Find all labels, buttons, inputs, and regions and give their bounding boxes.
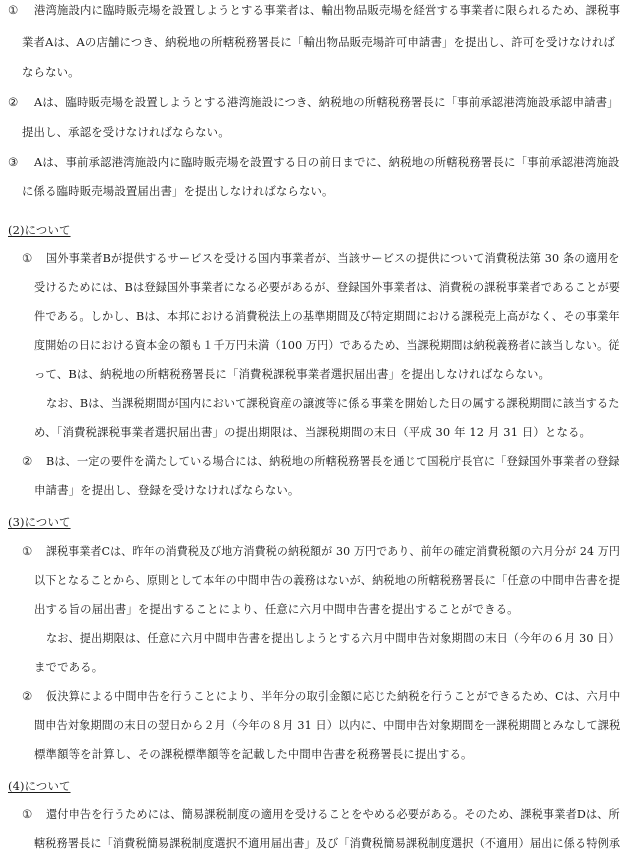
item-number: ① (22, 544, 33, 558)
text-line: 間申告対象期間の末日の翌日から２月（今年の８月 31 日）以内に、中間申告対象期間を一課税期間とみなして課税 (34, 718, 621, 732)
text-line: って、Bは、納税地の所轄税務署長に「消費税課税事業者選択届出書」を提出しなければならない。 (34, 367, 551, 381)
text-line: 以下となることから、原則として本年の中間申告の義務はないが、納税地の所轄税務署長に「任意の中間申告書を提 (34, 573, 621, 587)
text-line: 受けるためには、Bは登録国外事業者になる必要があるが、登録国外事業者は、消費税の課税事業者であることが要 (34, 280, 621, 294)
text-line: ならない。 (22, 65, 80, 79)
item-number: ③ (8, 155, 19, 169)
text-line: に係る臨時販売場設置届出書」を提出しなければならない。 (22, 184, 334, 198)
text-line: 課税事業者Cは、昨年の消費税及び地方消費税の納税額が 30 万円であり、前年の確定消費税額の六月分が 24 万円 (46, 544, 620, 558)
item-number: ① (8, 3, 19, 17)
text-line: 国外事業者Bが提供するサービスを受ける国内事業者が、当該サービスの提供について消費税法第 30 条の適用を (46, 251, 620, 265)
section-heading: (3)について (8, 515, 71, 529)
text-line: 出する旨の届出書」を提出することにより、任意に六月中間申告書を提出することができる。 (34, 602, 519, 616)
text-line: Bは、一定の要件を満たしている場合には、納税地の所轄税務署長を通じて国税庁長官に「登録国外事業者の登録 (46, 454, 620, 468)
text-line: 業者Aは、Aの店舗につき、納税地の所轄税務署長に「輸出物品販売場許可申請書」を提出し、許可を受けなければ (22, 35, 616, 49)
text-line: なお、提出期限は、任意に六月中間申告書を提出しようとする六月中間申告対象期間の末日（今年の６月 30 日） (46, 631, 620, 645)
text-line: め、「消費税課税事業者選択届出書」の提出期限は、当課税期間の末日（平成 30 年 12 月 31 日）となる。 (34, 425, 592, 439)
text-line: Aは、事前承認港湾施設内に臨時販売場を設置する日の前日までに、納税地の所轄税務署長に「事前承認港湾施設 (34, 155, 620, 169)
text-line: 標準額等を計算し、その課税標準額等を記載した中間申告書を税務署長に提出する。 (34, 747, 473, 761)
text-line: 申請書」を提出し、登録を受けなければならない。 (34, 483, 300, 497)
text-line: 提出し、承認を受けなければならない。 (22, 125, 230, 139)
text-line: までである。 (34, 660, 104, 674)
item-number: ① (22, 807, 33, 821)
text-line: Aは、臨時販売場を設置しようとする港湾施設につき、納税地の所轄税務署長に「事前承認港湾施設承認申請書」 (34, 95, 619, 109)
item-number: ① (22, 251, 33, 265)
text-line: 仮決算による中間申告を行うことにより、半年分の取引金額に応じた納税を行うことができるため、Cは、六月中 (46, 689, 621, 703)
item-number: ② (22, 689, 33, 703)
text-line: 轄税務署長に「消費税簡易課税制度選択不適用届出書」及び「消費税簡易課税制度選択（不適用）届出に係る特例承 (34, 836, 621, 850)
item-number: ② (8, 95, 19, 109)
text-line: 件である。しかし、Bは、本邦における消費税法上の基準期間及び特定期間における課税売上高がなく、その事業年 (34, 309, 620, 323)
text-line: 港湾施設内に臨時販売場を設置しようとする事業者は、輸出物品販売場を経営する事業者に限られるため、課税事 (34, 3, 621, 17)
section-heading: (2)について (8, 223, 71, 237)
section-heading: (4)について (8, 779, 71, 793)
text-line: 還付申告を行うためには、簡易課税制度の適用を受けることをやめる必要がある。そのため、課税事業者Dは、所 (46, 807, 620, 821)
text-line: 度開始の日における資本金の額も１千万円未満（100 万円）であるため、当課税期間は納税義務者に該当しない。従 (34, 338, 620, 352)
item-number: ② (22, 454, 33, 468)
text-line: なお、Bは、当課税期間が国内において課税資産の譲渡等に係る事業を開始した日の属する課税期間に該当するた (46, 396, 620, 410)
